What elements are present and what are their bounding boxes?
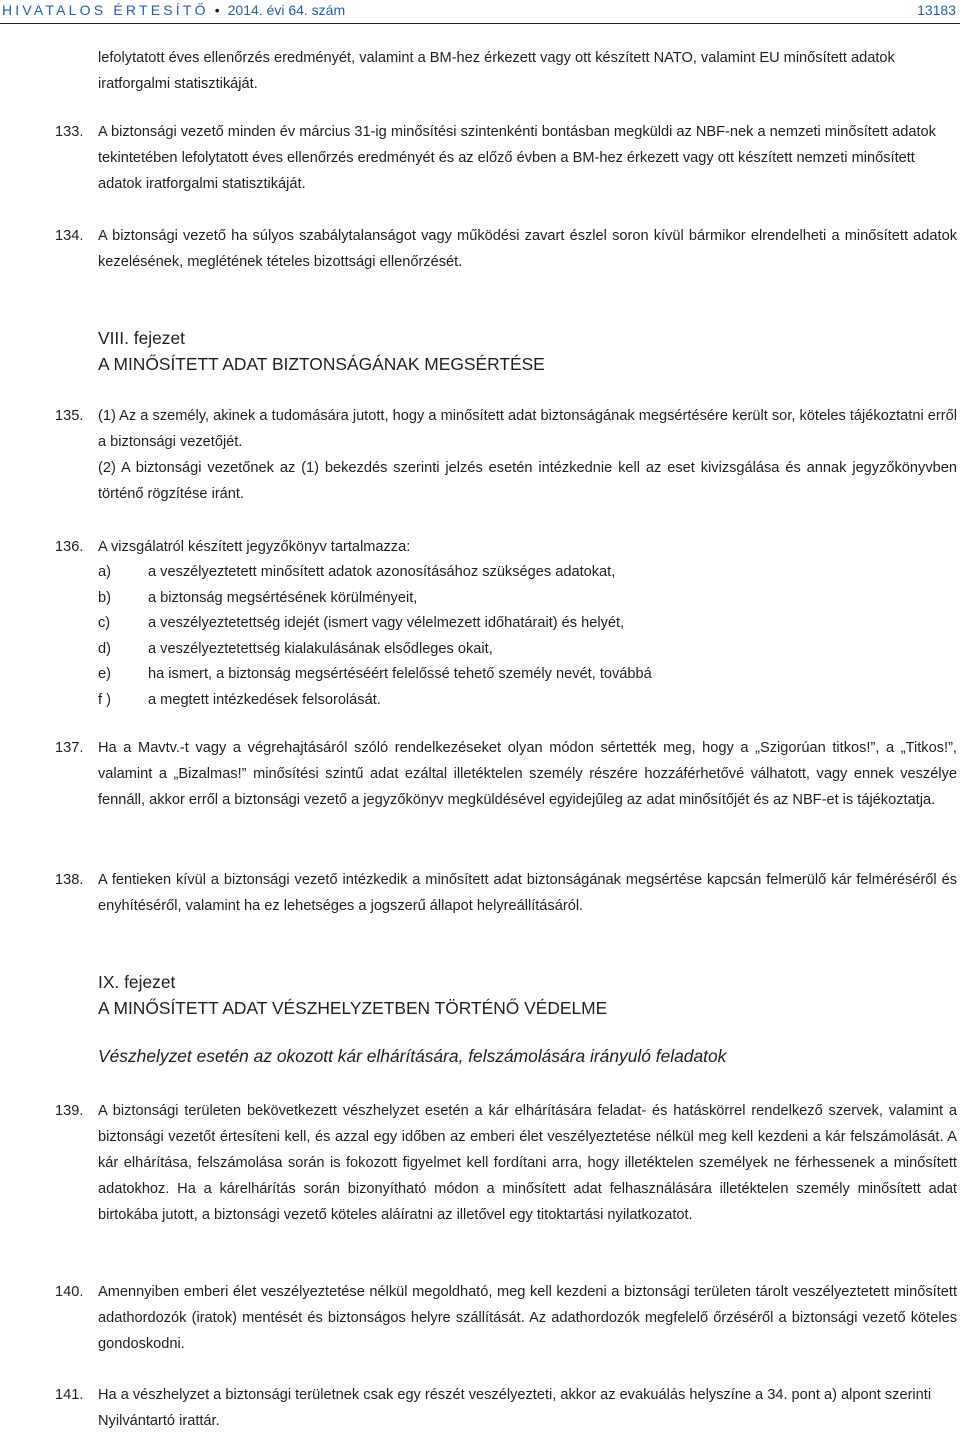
header-rule [0,23,960,24]
item-text: a veszélyeztetettség idejét (ismert vagy vélelmezett időhatárait) és helyét, [148,615,625,632]
paragraph-139 [55,1098,957,1228]
paragraph-text-2: (2) A biztonsági vezetőnek az (1) bekezdés szerinti jelzés esetén intézkednie kell az eset kivizsgálása és annak jegyzőkönyvben történő rögzítése iránt. [98,460,957,502]
header-publication [2,2,345,18]
item-text: a veszélyeztetettség kialakulásának elsődleges okait, [148,640,493,657]
running-header [0,0,960,22]
paragraph-text: Ha a vészhelyzet a biztonsági területnek csak egy részét veszélyezteti, akkor az evakuálás helyszíne a 34. pont a) alpont szerinti Nyilvántartó irattár. [98,1387,932,1429]
header-bullet: • [214,2,220,18]
paragraph-text: Ha a Mavtv.-t vagy a végrehajtásáról szóló rendelkezéseket olyan módon sértették meg, hogy a „Szigorúan titkos!”, a „Titkos!”, valamint a „Bizalmas!” minősítési szintű adat ezáltal illetéktelen személy részére hozzáférhetővé válhatott, vagy ennek veszélye fennáll, akkor erről a biztonsági vezető a jegyzőkönyv megküldésével egyidejűleg az adat minősítőjét és az NBF-et is tájékoztatja. [98,740,957,808]
paragraph-number: 135. [55,408,84,424]
paragraph-141 [55,1382,957,1434]
item-list [98,560,957,714]
issue-number: 2014. évi 64. szám [227,2,346,18]
paragraph-133 [55,119,957,197]
list-item [98,688,957,714]
list-item [98,560,957,586]
item-text: a megtett intézkedések felsorolását. [148,691,381,708]
paragraph-number: 139. [55,1103,84,1119]
paragraph-136 [55,534,957,714]
chapter-9-number: IX. fejezet [98,972,176,992]
intro-text: lefolytatott éves ellenőrzés eredményét, valamint a BM-hez érkezett vagy ott készített NATO, valamint EU minősített adatok iratforgalmi statisztikáját. [98,50,895,92]
paragraph-number: 141. [55,1387,84,1403]
chapter-8-title: A MINŐSÍTETT ADAT BIZTONSÁGÁNAK MEGSÉRTÉSE [98,354,545,374]
item-text: a veszélyeztetett minősített adatok azonosításához szükséges adatokat, [148,564,616,580]
paragraph-text: A fentieken kívül a biztonsági vezető intézkedik a minősített adat biztonságának megsértése kapcsán felmerülő kár felméréséről és enyhítéséről, valamint ha ez lehetséges a jogszerű állapot helyreállításáról. [98,872,957,914]
item-label: f ) [98,691,111,708]
item-label: e) [98,666,111,683]
chapter-8-number: VIII. fejezet [98,328,185,348]
paragraph-text-1: (1) Az a személy, akinek a tudomására jutott, hogy a minősített adat biztonságának megsértésére került sor, köteles tájékoztatni erről a biztonsági vezetőjét. [98,408,957,450]
chapter-9-title: A MINŐSÍTETT ADAT VÉSZHELYZETBEN TÖRTÉNŐ VÉDELME [98,998,608,1018]
paragraph-number: 138. [55,872,84,888]
paragraph-text: Amennyiben emberi élet veszélyeztetése nélkül megoldható, meg kell kezdeni a biztonsági területen tárolt veszélyeztetett minősített adathordozók (iratok) mentését és biztonságos helyre szállítását. Az adathordozók megfelelő őrzéséről a biztonsági vezető köteles gondoskodni. [98,1284,957,1352]
list-item [98,637,957,663]
paragraph-135 [55,403,957,507]
paragraph-134 [55,223,957,275]
list-item [98,662,957,688]
paragraph-number: 137. [55,740,84,756]
paragraph-number: 140. [55,1284,84,1300]
paragraph-137 [55,735,957,813]
paragraph-text: A biztonsági vezető minden év március 31-ig minősítési szintenkénti bontásban megküldi az NBF-nek a nemzeti minősített adatok tekintetében lefolytatott éves ellenőrzés eredményét és az előző évben a BM-hez érkezett vagy ott készített nemzeti minősített adatok iratforgalmi statisztikáját. [98,124,936,192]
paragraph-text: A biztonsági vezető ha súlyos szabálytalanságot vagy működési zavart észlel soron kívül bármikor elrendelheti a minősített adatok kezelésének, meglétének tételes bizottsági ellenőrzését. [98,228,957,270]
intro-paragraph [55,45,957,97]
page-number: 13183 [917,2,956,18]
item-text: ha ismert, a biztonság megsértéséért felelőssé tehető személy nevét, továbbá [148,666,652,683]
item-label: d) [98,640,111,657]
paragraph-lead: A vizsgálatról készített jegyzőkönyv tartalmazza: [98,539,411,555]
paragraph-text: A biztonsági területen bekövetkezett vészhelyzet esetén a kár elhárítására feladat- és hatáskörrel rendelkező szervek, valamint a biztonsági vezetőt értesíteni kell, és azzal egy időben az emberi élet veszélyeztetése nélkül meg kell kezdeni a kár felszámolását. A kár elhárítása, felszámolása során is fokozott figyelmet kell fordítani arra, hogy illetéktelen személyek ne férhessenek a minősített adatokhoz. Ha a kárelhárítás során bizonyítható módon a minősített adat felhasználására illetéktelen személy minősített adat birtokába jutott, a biztonsági vezető köteles aláíratni az illetővel egy titoktartási nyilatkozatot. [98,1103,957,1223]
list-item [98,611,957,637]
item-label: b) [98,589,111,606]
item-label: c) [98,615,111,632]
paragraph-number: 136. [55,539,84,555]
paragraph-138 [55,867,957,919]
publication-title: HIVATALOS ÉRTESÍTŐ [2,2,209,18]
paragraph-number: 134. [55,228,84,244]
paragraph-number: 133. [55,124,84,140]
paragraph-140 [55,1279,957,1357]
list-item [98,586,957,612]
item-label: a) [98,564,111,580]
item-text: a biztonság megsértésének körülményeit, [148,589,418,606]
chapter-9-subtitle: Vészhelyzet esetén az okozott kár elhárítására, felszámolására irányuló feladatok [98,1046,727,1066]
